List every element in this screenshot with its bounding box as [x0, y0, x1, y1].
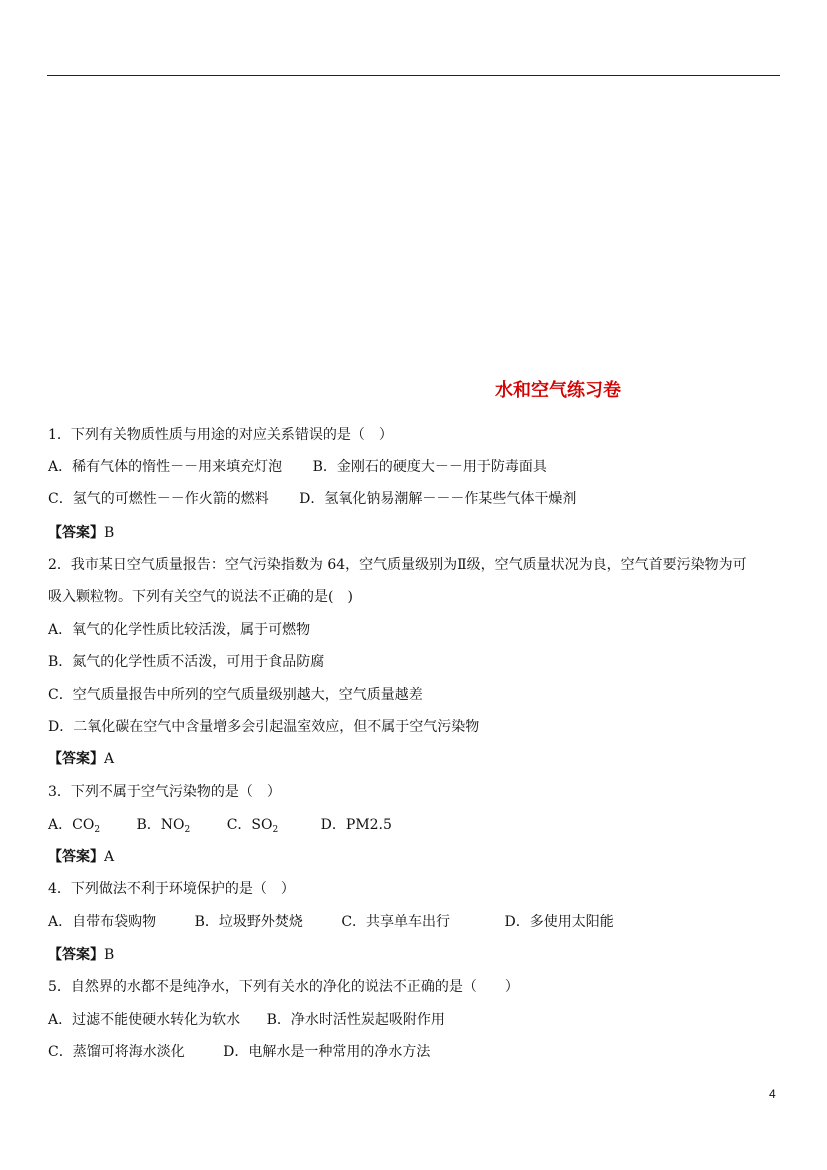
q1-stem: 1．下列有关物质性质与用途的对应关系错误的是（ ）: [48, 427, 393, 443]
q5-option-c: C．蒸馏可将海水淡化: [48, 1044, 185, 1060]
answer-label: 【答案】: [48, 947, 104, 963]
q3-option-c: C．$SO_2$: [226, 817, 279, 835]
q3-answer: [48, 847, 114, 867]
answer-label: 【答案】: [48, 525, 104, 541]
q4-answer-value: B: [104, 947, 115, 963]
q1-option-d: D．氢氧化钠易潮解－－－作某些气体干燥剂: [299, 491, 577, 507]
q4-option-d: D．多使用太阳能: [504, 914, 614, 930]
q1-option-c: C．氢气的可燃性－－作火箭的燃料: [48, 491, 269, 507]
q4-option-c: C．共享单车出行: [341, 914, 451, 930]
q2-answer: [48, 749, 114, 769]
q5-option-a: A．过滤不能使硬水转化为软水: [48, 1012, 241, 1028]
page-number: 4: [769, 1087, 776, 1101]
q2-option-b: B．氮气的化学性质不活泼，可用于食品防腐: [48, 654, 325, 670]
q3-option-b: B．$NO_2$: [136, 817, 191, 835]
document-title: 水和空气练习卷: [495, 380, 621, 401]
q3-options-row: [48, 815, 392, 840]
q3-answer-value: A: [104, 849, 115, 865]
q3-stem: 3．下列不属于空气污染物的是（ ）: [48, 784, 281, 800]
q1-answer-value: B: [104, 525, 115, 541]
q1-option-b: B．金刚石的硬度大－－用于防毒面具: [312, 459, 547, 475]
q3-option-a: A．$CO_2$: [48, 817, 101, 835]
q2-stem-line-1: 2．我市某日空气质量报告：空气污染指数为 64，空气质量级别为Ⅱ级，空气质量状况为良，空气首要污染物为可: [48, 557, 747, 573]
answer-label: 【答案】: [48, 849, 104, 865]
q5-stem: 5．自然界的水都不是纯净水，下列有关水的净化的说法不正确的是（ ）: [48, 979, 519, 995]
q1-option-a: A．稀有气体的惰性－－用来填充灯泡: [48, 459, 283, 475]
q2-stem-line-2: 吸入颗粒物。下列有关空气的说法不正确的是( ): [48, 589, 353, 605]
q1-options-row-2: [48, 489, 576, 509]
q3-option-d: D．PM2.5: [320, 817, 392, 833]
q2-answer-value: A: [104, 751, 115, 767]
q1-answer: [48, 523, 114, 543]
q4-stem: 4．下列做法不利于环境保护的是（ ）: [48, 881, 295, 897]
answer-label: 【答案】: [48, 751, 104, 767]
header-rule: [47, 75, 780, 76]
q2-option-c: C．空气质量报告中所列的空气质量级别越大，空气质量越差: [48, 687, 423, 703]
q4-option-b: B．垃圾野外焚烧: [194, 914, 303, 930]
q4-answer: [48, 945, 114, 965]
q5-options-row-1: [48, 1010, 445, 1030]
q4-option-a: A．自带布袋购物: [48, 914, 157, 930]
q5-options-row-2: [48, 1042, 430, 1062]
q2-option-a: A．氧气的化学性质比较活泼，属于可燃物: [48, 622, 311, 638]
q5-option-b: B．净水时活性炭起吸附作用: [266, 1012, 445, 1028]
q5-option-d: D．电解水是一种常用的净水方法: [223, 1044, 431, 1060]
q4-options-row: [48, 912, 614, 932]
q1-options-row-1: [48, 457, 547, 477]
q2-option-d: D．二氧化碳在空气中含量增多会引起温室效应，但不属于空气污染物: [48, 719, 480, 735]
